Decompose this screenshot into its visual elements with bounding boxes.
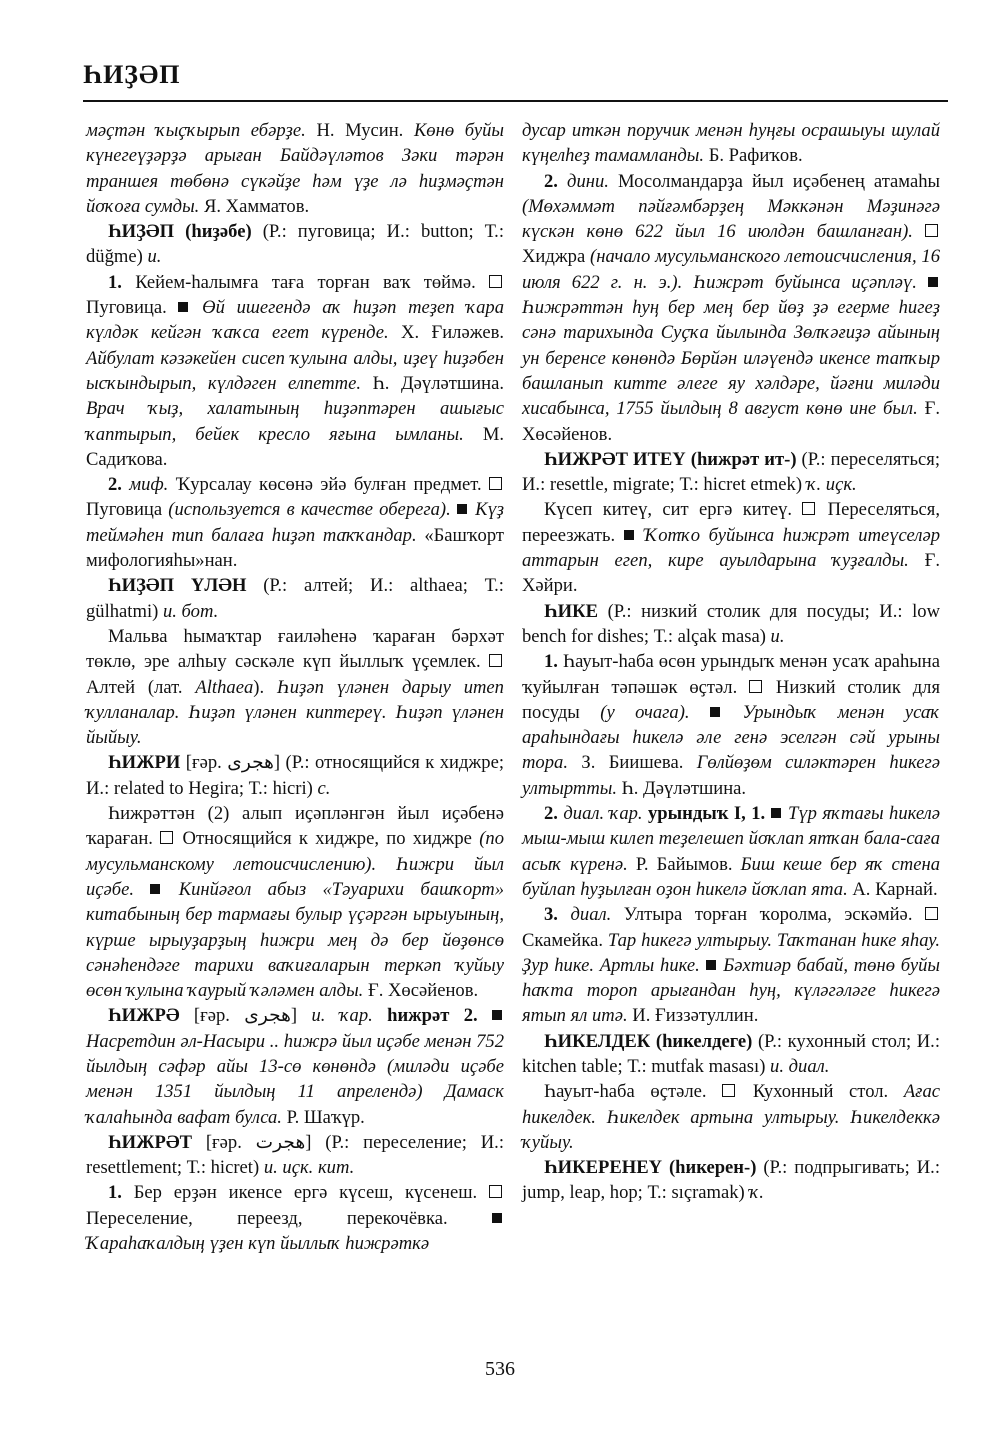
- text-run: (Р.: подпрыгивать; И.: jump, leap, hop; Т.: sıçramak): [522, 1157, 940, 1204]
- text-run: [917, 272, 928, 293]
- page-number: 536: [485, 1358, 515, 1380]
- headword-text: ҺИЖРӘТ ИТЕҮ (һижрәт ит-): [544, 448, 797, 470]
- italic-text: Ағас һикелдек. Һикелдек артына ултырыу. Һикелдеккә ҡуйыу.: [522, 1081, 940, 1153]
- italic-text: дусар иткән поручик менән һуңғы осрашыуы шулай күңелһеҙ тамамланды.: [522, 120, 940, 167]
- text-run: Переселяться, переезжать.: [522, 499, 940, 546]
- headword-text: ҺИКЕ: [544, 600, 598, 622]
- russian-equivalent-box-icon: [489, 654, 502, 667]
- headword-text: 3.: [544, 904, 558, 926]
- running-head: ҺИҘӘП: [83, 60, 181, 89]
- italic-text: миф.: [121, 474, 169, 496]
- text-run: (Р.: пуговица; И.: button; Т.: düğme): [86, 221, 504, 268]
- russian-equivalent-box-icon: [925, 907, 938, 920]
- italic-text: диал.: [557, 904, 612, 926]
- dictionary-paragraph: [86, 1003, 504, 1129]
- headword-text: 2.: [544, 803, 558, 825]
- italic-text: Һижрәттән һуң бер мең бер йөҙ ҙә егерме һигеҙ сәнә тарихында Суҫҡа йылында Зөлҡәғиҙә айының ун беренсе көнөндә Бөрйән иләүендә икенсе тапҡыр башланып китте әлеге яу хәлдәре, йәғни миләди хисабынса, 1755 йылдың 8 август көнө ине был.: [522, 297, 940, 420]
- text-run: Б. Рафиҡов.: [704, 145, 803, 167]
- example-marker-square-icon: [710, 707, 720, 717]
- text-run: [ғәр. هجرى]: [179, 1005, 312, 1027]
- italic-text: (по мусульманскому летоисчислению). Һижри йыл иҫәбе.: [86, 828, 504, 900]
- text-run: Ҡурсалау көсөнә эйә булған предмет.: [168, 474, 490, 496]
- text-run: Р. Шаҡүр.: [281, 1106, 365, 1128]
- italic-text: ҡ.: [749, 1182, 764, 1204]
- headword-text: ҺИКЕЛДЕК (һикелдеге): [544, 1030, 753, 1052]
- dictionary-paragraph: [522, 1079, 940, 1155]
- russian-equivalent-box-icon: [489, 1185, 502, 1198]
- text-run: Переселение, переезд, перекочёвка.: [86, 1207, 492, 1229]
- russian-equivalent-box-icon: [749, 680, 762, 693]
- dictionary-paragraph: [522, 497, 940, 598]
- header-rule: [83, 100, 948, 102]
- right-column: [522, 118, 940, 1206]
- text-run: Мальва һымаҡтар ғаиләһенә ҡараған бәрхәт төклө, эре алһыу сәскәле күп йыллыҡ үҫемлек.: [86, 625, 504, 673]
- italic-text: и.: [770, 625, 785, 647]
- dictionary-paragraph: [522, 649, 940, 801]
- text-run: Относящийся к хиджре, по хиджре: [175, 828, 480, 850]
- dictionary-paragraph: [86, 750, 504, 801]
- text-run: Ғ. Хәйри.: [522, 550, 941, 597]
- headword-text: 1.: [544, 651, 558, 673]
- italic-text: дини.: [557, 170, 609, 192]
- italic-text: (Мөхәммәт пәйғәмбәрҙең Мәккәнән Мәҙинәгә күскән көнө 622 йыл 16 июлдән башланған).: [522, 195, 940, 243]
- dictionary-paragraph: [86, 801, 504, 1003]
- text-run: Алтей (лат.: [86, 676, 196, 698]
- dictionary-paragraph: [86, 118, 504, 219]
- example-marker-square-icon: [928, 277, 938, 287]
- dictionary-paragraph: [86, 1180, 504, 1256]
- text-run: «Башҡорт мифологияһы»нан.: [86, 524, 504, 572]
- russian-equivalent-box-icon: [925, 224, 938, 237]
- italic-text: Врач ҡыҙ, халатының һиҙәптәрен ашығыс ҡаптырып, бейек кресло яғына ымланы.: [86, 398, 504, 445]
- italic-text: Кинйәғол абыз «Тәуарихи башҡорт» китабының бер тармағы булыр үҫәргән ырыуының, күрше ырыуҙарҙың һижри мең дә бер йөҙөнсө сәнәһендәге тарихи ваҡиғаларын теркәп ҡуйыу өсөн ҡулына ҡаурый ҡәләмен алды.: [86, 878, 504, 1002]
- italic-text: Ҡараһаҡалдың үҙен күп йыллыҡ һижрәткә: [86, 1233, 430, 1255]
- text-run: Ултыра торған ҡоролма, эскәмйә.: [611, 904, 925, 926]
- example-marker-square-icon: [150, 884, 160, 894]
- text-run: Күсеп китеү, сит ергә китеү.: [544, 499, 803, 521]
- text-run: Кухонный стол.: [737, 1081, 904, 1103]
- text-run: [913, 221, 925, 242]
- left-column: [86, 118, 504, 1256]
- text-run: (Р.: алтей; И.: althaea; Т.: gülhatmi): [86, 575, 504, 622]
- text-run: Кейем-һалымға таға торған ваҡ төймә.: [121, 271, 489, 293]
- dictionary-paragraph: [522, 118, 940, 169]
- italic-text: Урындыҡ менән усаҡ араһындағы һикелә әле генә эселгән сәй урыны тора.: [522, 701, 941, 774]
- italic-text: (начало мусульманского летоисчисления, 16 июля 622 г. н. э.). Һижрәт буйынса иҫәпләү.: [522, 246, 941, 293]
- dictionary-paragraph: [86, 1130, 504, 1181]
- russian-equivalent-box-icon: [489, 477, 502, 490]
- text-run: А. Карнай.: [847, 878, 938, 900]
- italic-text: (у очага).: [600, 701, 690, 723]
- headword-text: ҺИЖРӘТ: [108, 1131, 192, 1153]
- text-run: Ғ. Хөсәйенов.: [522, 398, 941, 445]
- dictionary-paragraph: [522, 1029, 940, 1080]
- italic-text: Насретдин әл-Насыри .. һижрә йыл иҫәбе менән 752 йылдың сәфәр айы 13-сө көнөндә (миләди иҫәбе менән 1351 йылдың 11 апрелендә) Дамаск ҡалаһында вафат булса.: [86, 1030, 504, 1128]
- italic-text: и.: [147, 246, 162, 268]
- italic-text: мәҫтән ҡыҫҡырып ебәрҙе.: [86, 120, 306, 141]
- text-run: Һ. Дәүләтшина.: [361, 372, 504, 394]
- dictionary-paragraph: [522, 599, 940, 650]
- text-run: (Р.: переселяться; И.: resettle, migrate; Т.: hicret etmek): [522, 448, 940, 496]
- example-marker-square-icon: [492, 1010, 502, 1020]
- headword-text: 2.: [108, 474, 122, 496]
- text-run: Мосолмандарҙа йыл иҫәбенең атамаһы: [608, 170, 940, 192]
- dictionary-paragraph: [86, 472, 504, 573]
- text-run: Хиджра: [522, 246, 591, 268]
- headword-text: ҺИҘӘП ҮЛӘН: [108, 575, 247, 597]
- russian-equivalent-box-icon: [802, 502, 815, 515]
- italic-text: Биш кеше бер яҡ стена буйлап һуҙылған оҙон һикелә йоҡлап ята.: [522, 853, 940, 900]
- text-run: Ғ. Хөсәйенов.: [363, 980, 479, 1002]
- text-run: [478, 1005, 492, 1026]
- example-marker-square-icon: [178, 302, 188, 312]
- italic-text: Ҡотҡо буйынса һижрәт итеүселәр аттарын егеп, кире ауылдарына ҡуҙғалды.: [522, 524, 940, 572]
- italic-text: с.: [317, 777, 331, 799]
- example-marker-square-icon: [457, 504, 467, 514]
- dictionary-paragraph: [86, 573, 504, 624]
- headword-text: урындыҡ I, 1.: [642, 803, 766, 825]
- example-marker-square-icon: [706, 960, 716, 970]
- headword-text: 1.: [108, 271, 122, 293]
- italic-text: Көнө буйы күнегеүҙәрҙә арыған Байдәүләтов Зәки тәрән траншея төбөнә сүкәйҙе һәм үҙе лә һиҙмәҫтән йоҡоға сумды.: [86, 120, 504, 217]
- russian-equivalent-box-icon: [160, 831, 173, 844]
- russian-equivalent-box-icon: [489, 275, 502, 288]
- dictionary-paragraph: [522, 447, 940, 498]
- text-run: Х. Ғиләжев.: [388, 322, 504, 344]
- italic-text: (используется в качестве оберега).: [168, 499, 451, 521]
- text-run: Н. Мусин.: [305, 120, 414, 141]
- text-run: М. Садиҡова.: [86, 423, 504, 470]
- text-run: Я. Хамматов.: [199, 195, 310, 217]
- italic-text: Тар һикегә ултырыу. Таҡтанан һике яһау. Ҙур һике. Артлы һике.: [522, 929, 940, 976]
- text-run: Пуговица.: [86, 297, 179, 319]
- italic-text: Гөлйөҙөм силәктәрен һикегә ултыртты.: [522, 752, 940, 799]
- dictionary-paragraph: [522, 169, 940, 447]
- italic-text: и. бот.: [162, 600, 219, 622]
- text-run: Һауыт-һаба өсөн урындыҡ менән усаҡ араһына ҡуйылған тәпәшәк өҫтәл.: [522, 651, 940, 698]
- text-run: Һауыт-һаба өҫтәле.: [544, 1081, 723, 1103]
- text-run: [ғәр. هجرت] (Р.: переселение; И.: resettlement; Т.: hicret): [86, 1131, 504, 1179]
- text-run: Бер ерҙән икенсе ергә күсеш, күсенеш.: [121, 1182, 489, 1204]
- headword-text: 1.: [108, 1182, 122, 1204]
- italic-text: Айбулат кәзәкейен сисеп ҡулына алды, иҙеү һиҙәбен ысҡындырып, күлдәген елпетте.: [86, 347, 504, 394]
- text-run: Скамейка.: [522, 929, 608, 951]
- italic-text: Һиҙәп үләнен дарыу итеп ҡулланалар. Һиҙәп үләнен киптереү. Һиҙәп үләнен йыйыу.: [86, 676, 504, 749]
- headword-text: ҺИҘӘП (һиҙәбе): [108, 221, 252, 243]
- italic-text: Бәхтиәр бабай, төнө буйы һаҡта тороп арығандан һуң, күләгәләге һикегә ятып ял итә.: [522, 954, 940, 1027]
- headword-text: ҺИЖРӘ: [108, 1005, 180, 1027]
- text-run: Р. Байымов.: [627, 853, 741, 875]
- text-run: З. Биишева.: [567, 752, 697, 774]
- headword-text: 2.: [544, 170, 558, 192]
- text-run: Һ. Дәүләтшина.: [617, 777, 747, 799]
- text-run: Низкий столик для посуды: [522, 676, 940, 723]
- example-marker-square-icon: [624, 530, 634, 540]
- italic-text: Түр яҡтағы һикелә мыш-мыш килеп теҙелешеп йоҡлап ятҡан бала-саға асыҡ күренә.: [522, 803, 941, 875]
- italic-text: Өй ишегендә аҡ һиҙәп теҙеп ҡара күлдәк кейгән ҡаҡса егет күренде.: [86, 297, 504, 344]
- text-run: Һижрәттән (2) алып иҫәпләнгән йыл иҫәбенә ҡараған.: [86, 803, 504, 850]
- text-run: ).: [253, 676, 277, 698]
- example-marker-square-icon: [492, 1213, 502, 1223]
- headword-text: ҺИЖРИ: [108, 752, 181, 774]
- example-marker-square-icon: [771, 808, 781, 818]
- text-run: [ғәр. هجرى] (Р.: относящийся к хиджре; И.: related to Hegira; Т.: hicri): [86, 752, 504, 799]
- headword-text: һижрәт 2.: [372, 1005, 478, 1027]
- text-run: И. Ғиззәтуллин.: [627, 1005, 759, 1027]
- dictionary-paragraph: [522, 1155, 940, 1206]
- italic-text: Althaea: [195, 676, 254, 698]
- italic-text: и. диал.: [770, 1055, 830, 1077]
- italic-text: и. ҡар.: [311, 1005, 373, 1027]
- text-run: [134, 879, 150, 900]
- italic-text: и. иҫк. кит.: [263, 1157, 355, 1179]
- dictionary-paragraph: [86, 624, 504, 750]
- text-run: Пуговица: [86, 499, 169, 521]
- italic-text: Күҙ теймәһен тип балаға һиҙәп таҡҡандар.: [86, 499, 504, 546]
- dictionary-paragraph: [86, 270, 504, 472]
- text-run: [690, 702, 710, 723]
- dictionary-paragraph: [86, 219, 504, 270]
- text-run: (Р.: кухонный стол; И.: kitchen table; Т.: mutfak masası): [522, 1030, 940, 1077]
- dictionary-paragraph: [522, 801, 940, 902]
- dictionary-paragraph: [522, 902, 940, 1028]
- italic-text: диал. ҡар.: [557, 803, 643, 825]
- russian-equivalent-box-icon: [722, 1084, 735, 1097]
- italic-text: ҡ. иҫк.: [806, 474, 857, 496]
- text-run: (Р.: низкий столик для посуды; И.: low bench for dishes; Т.: alçak masa): [522, 600, 940, 647]
- headword-text: ҺИКЕРЕНЕҮ (һикерен-): [544, 1157, 757, 1179]
